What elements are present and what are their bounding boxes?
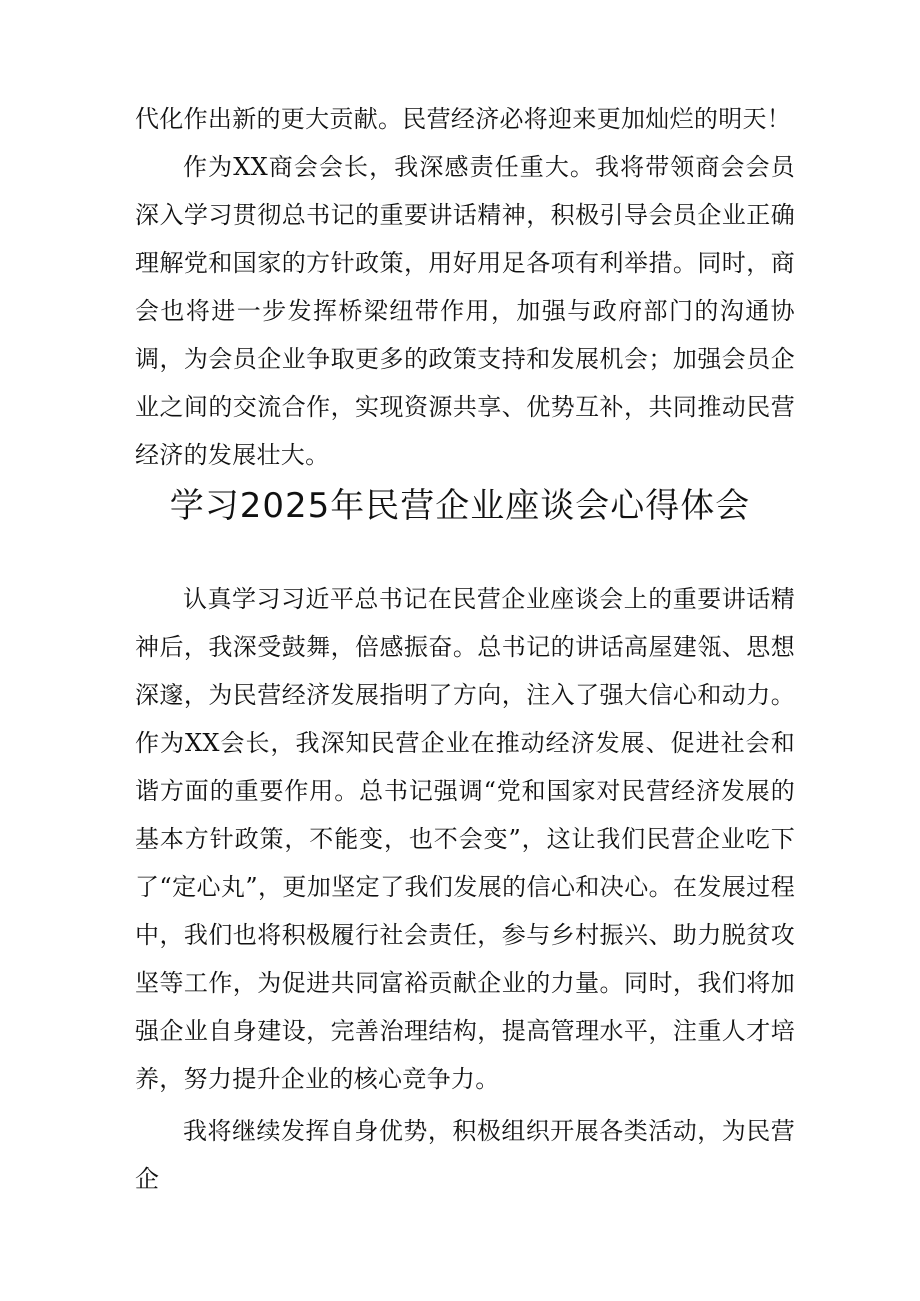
paragraph-continuing-efforts: 我将继续发挥自身优势，积极组织开展各类活动，为民营企 — [135, 1117, 795, 1193]
paragraph-continuation: 代化作出新的更大贡献。民营经济必将迎来更加灿烂的明天！ — [135, 105, 792, 133]
document-title: 学习2025年民营企业座谈会心得体会 — [169, 486, 751, 526]
paragraph-chamber-responsibility: 作为XX商会会长，我深感责任重大。我将带领商会会员深入学习贯彻总书记的重要讲话精神，积极引导会员企业正确理解党和国家的方针政策，用好用足各项有利举措。同时，商会也将进一步发挥桥梁纽带作用，加强与政府部门的沟通协调，为会员企业争取更多的政策支持和发展机会；加强会员企业之间的交流合作，实现资源共享、优势互补，共同推动民营经济的发展壮大。 — [135, 153, 795, 469]
paragraph-study-reflection: 认真学习习近平总书记在民营企业座谈会上的重要讲话精神后，我深受鼓舞，倍感振奋。总书记的讲话高屋建瓴、思想深邃，为民营经济发展指明了方向，注入了强大信心和动力。作为XX会长，我深知民营企业在推动经济发展、促进社会和谐方面的重要作用。总书记强调“党和国家对民营经济发展的基本方针政策，不能变，也不会变”，这让我们民营企业吃下了“定心丸”，更加坚定了我们发展的信心和决心。在发展过程中，我们也将积极履行社会责任，参与乡村振兴、助力脱贫攻坚等工作，为促进共同富裕贡献企业的力量。同时，我们将加强企业自身建设，完善治理结构，提高管理水平，注重人才培养，努力提升企业的核心竞争力。 — [135, 585, 795, 1093]
